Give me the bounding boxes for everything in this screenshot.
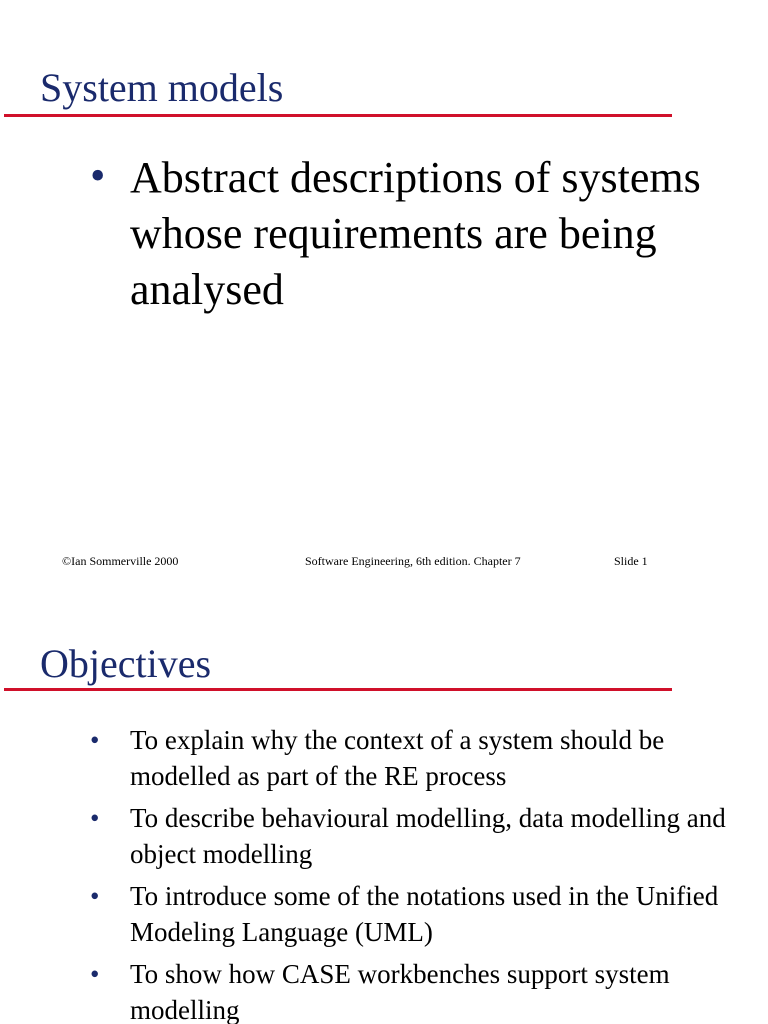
slide-title: Objectives <box>40 641 212 686</box>
bullet-text: To introduce some of the notations used in the Unified Modeling Language (UML) <box>130 881 719 947</box>
footer-book-reference: Software Engineering, 6th edition. Chapter 7 <box>305 554 521 568</box>
bullet-icon: • <box>90 151 106 200</box>
slide-footer <box>0 552 768 570</box>
bullet-icon: • <box>90 959 100 989</box>
bullet-icon: • <box>90 725 100 755</box>
slide-title: System models <box>40 65 284 110</box>
bullet-text: To show how CASE workbenches support system modelling <box>130 959 670 1024</box>
footer-slide-number: Slide 1 <box>614 554 648 568</box>
title-underline <box>4 688 672 691</box>
bullet-list <box>90 150 730 318</box>
title-underline <box>4 114 672 117</box>
bullet-item <box>90 956 760 1024</box>
bullet-text: To explain why the context of a system should be modelled as part of the RE process <box>130 725 665 791</box>
bullet-item <box>90 878 760 950</box>
bullet-item <box>90 722 760 794</box>
bullet-list <box>90 722 760 1024</box>
bullet-icon: • <box>90 803 100 833</box>
slide-objectives <box>0 600 768 1024</box>
bullet-item <box>90 150 730 318</box>
bullet-text: Abstract descriptions of systems whose requirements are being analysed <box>130 153 701 314</box>
bullet-icon: • <box>90 881 100 911</box>
bullet-text: To describe behavioural modelling, data modelling and object modelling <box>130 803 726 869</box>
bullet-item <box>90 800 760 872</box>
footer-copyright: ©Ian Sommerville 2000 <box>62 554 179 568</box>
